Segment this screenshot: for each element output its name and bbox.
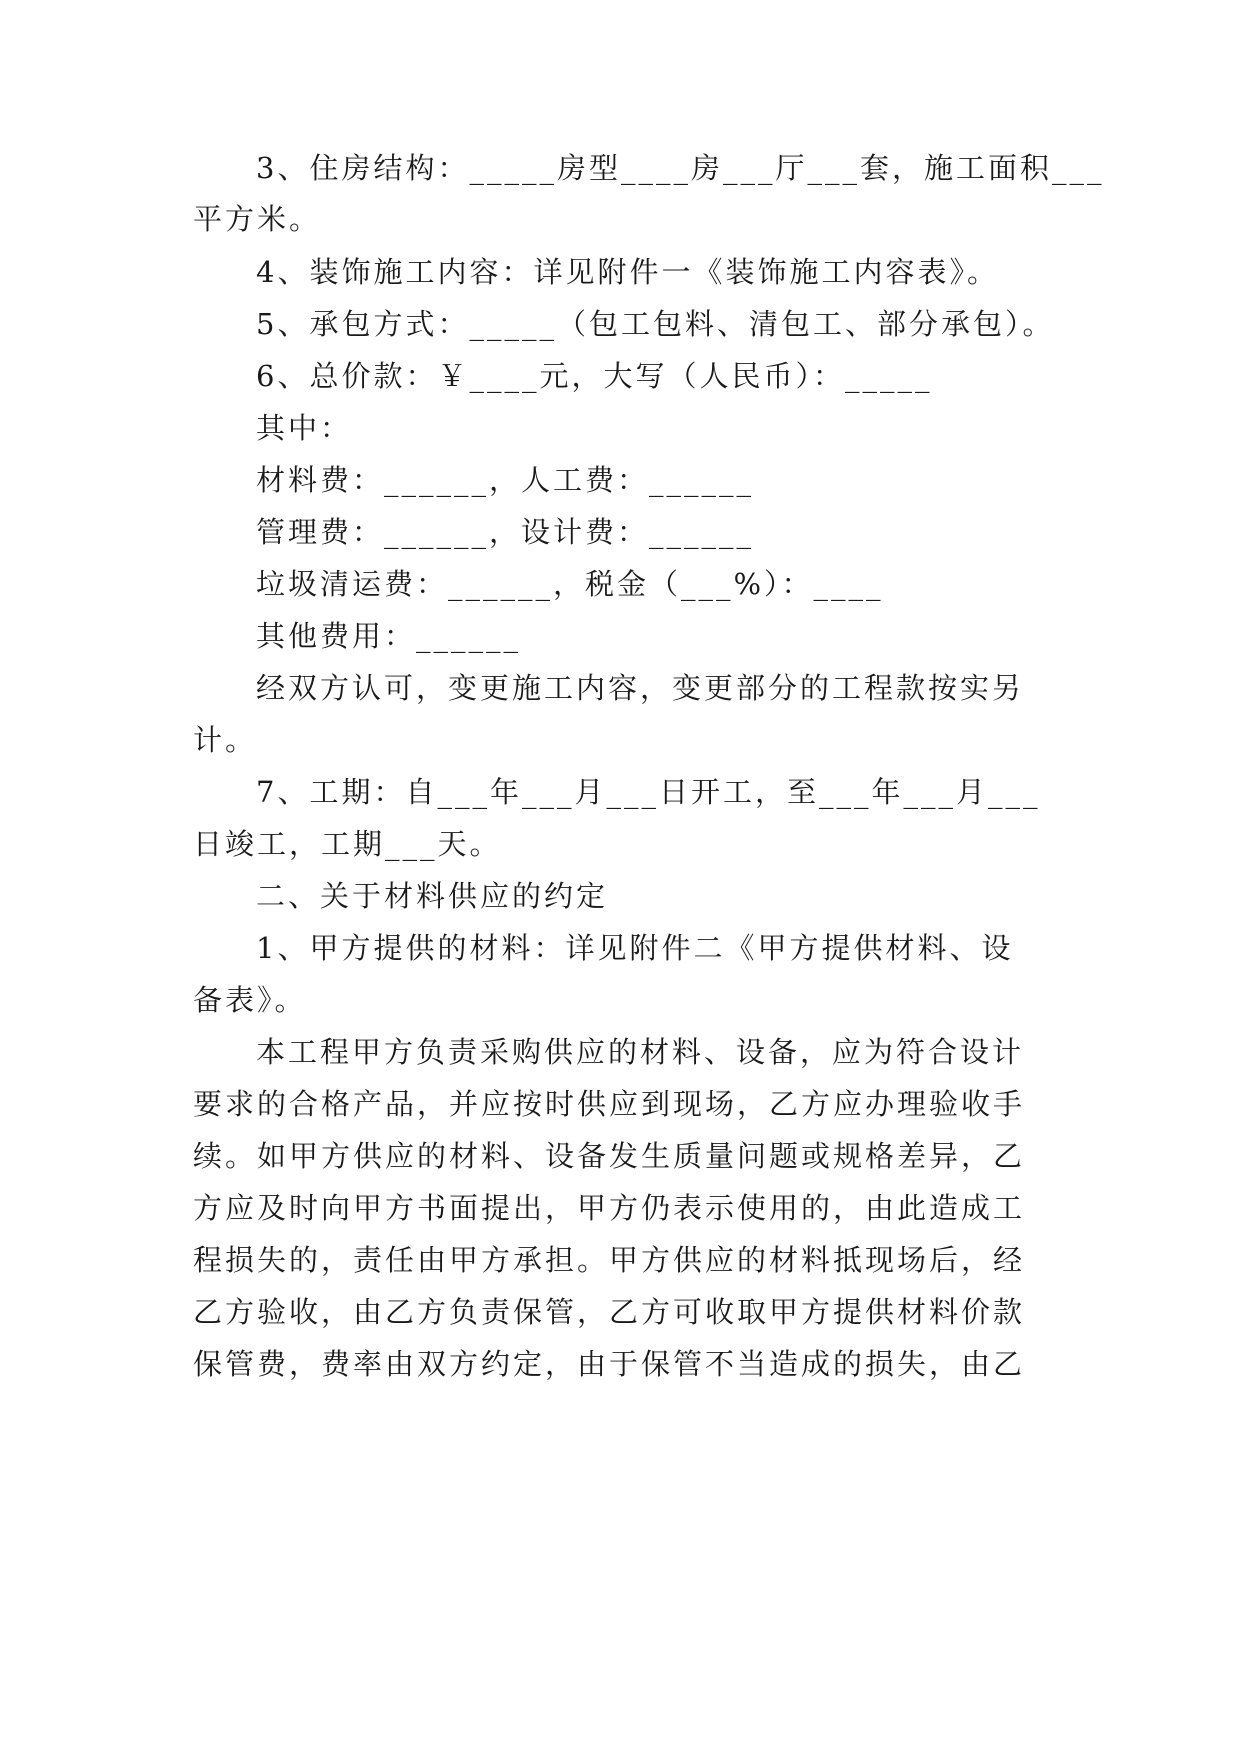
paragraph-line: 要求的合格产品，并应按时供应到现场，乙方应办理验收手 (193, 1087, 1026, 1121)
paragraph-line: 方应及时向甲方书面提出，甲方仍表示使用的，由此造成工 (193, 1191, 1026, 1225)
paragraph-line: 续。如甲方供应的材料、设备发生质量问题或规格差异，乙 (193, 1139, 1026, 1173)
paragraph-line: 乙方验收，由乙方负责保管，乙方可收取甲方提供材料价款 (193, 1295, 1026, 1329)
section-2-heading: 二、关于材料供应的约定 (256, 879, 609, 913)
clause-7-schedule: 7、工期：自___年___月___日开工，至___年___月___ (256, 775, 1041, 809)
paragraph-line: 保管费，费率由双方约定，由于保管不当造成的损失，由乙 (193, 1347, 1026, 1381)
clause-7-continuation: 日竣工，工期___天。 (193, 827, 502, 861)
clause-3-continuation: 平方米。 (193, 202, 322, 236)
clause-5-contract-method: 5、承包方式：_____（包工包料、清包工、部分承包）。 (256, 307, 1055, 341)
change-clause: 经双方认可，变更施工内容，变更部分的工程款按实另 (256, 671, 1025, 705)
clause-3-housing-structure: 3、住房结构：_____房型____房___厅___套，施工面积___ (256, 151, 1105, 185)
clause-4-decoration-content: 4、装饰施工内容：详见附件一《装饰施工内容表》。 (256, 255, 999, 289)
material-labor-fees: 材料费：______，人工费：______ (256, 463, 755, 497)
section-2-item-1: 1、甲方提供的材料：详见附件二《甲方提供材料、设 (256, 931, 1014, 965)
paragraph-line: 本工程甲方负责采购供应的材料、设备，应为符合设计 (256, 1035, 1025, 1069)
disposal-tax-fees: 垃圾清运费：______，税金（___%）：____ (256, 567, 884, 601)
change-clause-continuation: 计。 (193, 723, 258, 757)
section-2-item-1-continuation: 备表》。 (193, 983, 307, 1017)
paragraph-line: 程损失的，责任由甲方承担。甲方供应的材料抵现场后，经 (193, 1243, 1026, 1277)
other-fees: 其他费用：______ (256, 619, 522, 653)
management-design-fees: 管理费：______，设计费：______ (256, 515, 755, 549)
clause-6-total-price: 6、总价款：￥____元，大写（人民币）：_____ (256, 359, 933, 393)
price-breakdown-heading: 其中： (256, 411, 353, 445)
